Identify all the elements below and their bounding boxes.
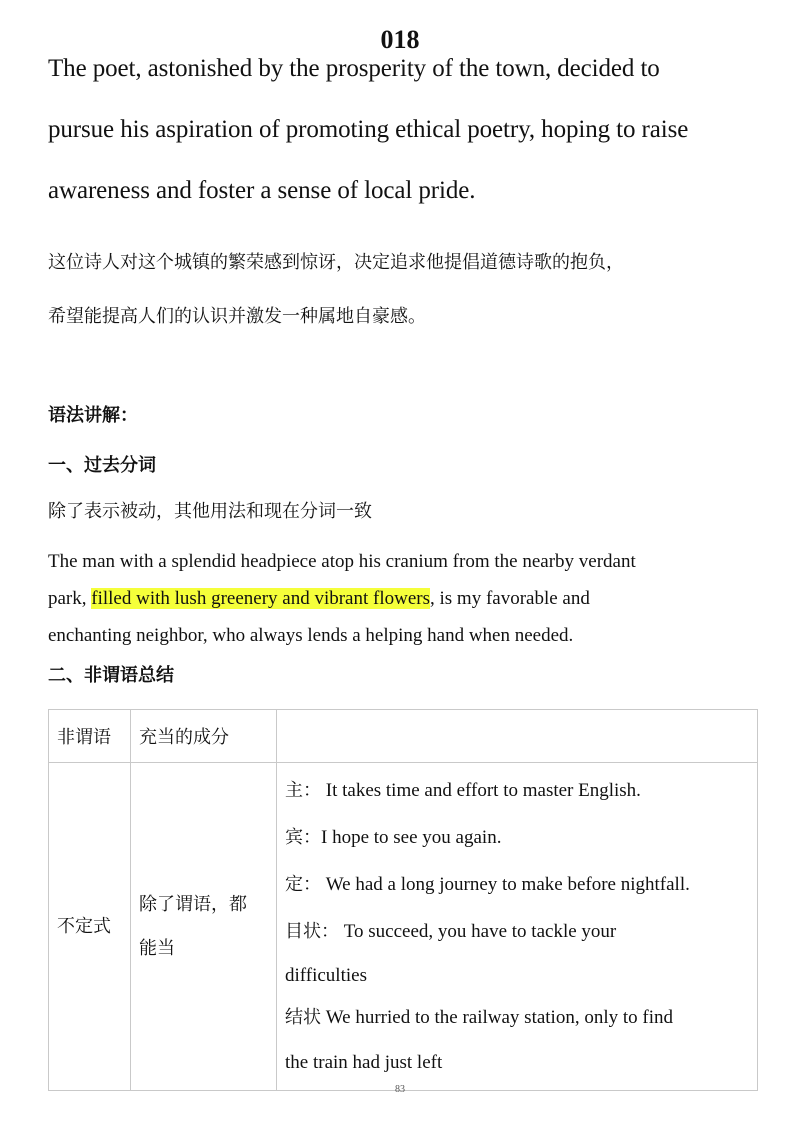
example-text: It takes time and effort to master English. xyxy=(321,780,641,801)
example-text: the train had just left xyxy=(285,1052,443,1073)
example-text: park, xyxy=(48,588,92,609)
intro-english-line: pursue his aspiration of promoting ethical poetry, hoping to raise xyxy=(48,116,689,143)
example-attributive xyxy=(285,861,749,908)
example-text: To succeed, you have to tackle your xyxy=(339,921,617,942)
header-cell-examples xyxy=(277,710,758,763)
cell-function-line: 能当 xyxy=(139,937,175,959)
table-row xyxy=(49,763,758,1091)
example-purpose-adverbial-cont xyxy=(285,955,749,997)
section-non-finite-summary-heading: 二、非谓语总结 xyxy=(48,665,174,686)
example-line: enchanting neighbor, who always lends a helping hand when needed. xyxy=(48,625,574,646)
example-label: 定： xyxy=(285,874,321,895)
page-number: 018 xyxy=(380,25,420,54)
example-text: difficulties xyxy=(285,965,367,986)
example-line xyxy=(48,580,768,617)
example-subject xyxy=(285,767,749,814)
past-participle-note: 除了表示被动，其他用法和现在分词一致 xyxy=(48,501,372,522)
example-label: 结状 xyxy=(285,1007,321,1028)
example-text: , is my favorable and xyxy=(430,588,590,609)
example-label: 宾： xyxy=(285,827,321,848)
example-object xyxy=(285,814,749,861)
example-line: The man with a splendid headpiece atop his cranium from the nearby verdant xyxy=(48,551,636,572)
footer-page-number: 83 xyxy=(395,1084,405,1095)
example-label: 主： xyxy=(285,780,321,801)
intro-english-sentence xyxy=(48,38,768,221)
cell-examples xyxy=(277,763,758,1091)
example-text: I hope to see you again. xyxy=(321,827,502,848)
section-past-participle-heading: 一、过去分词 xyxy=(48,455,156,476)
table-header-row xyxy=(49,710,758,763)
example-text: We had a long journey to make before nightfall. xyxy=(321,874,690,895)
example-purpose-adverbial xyxy=(285,908,749,955)
grammar-heading: 语法讲解： xyxy=(48,405,138,426)
example-result-adverbial-cont xyxy=(285,1039,749,1086)
cell-function xyxy=(131,763,277,1091)
intro-chinese-line: 这位诗人对这个城镇的繁荣感到惊讶，决定追求他提倡道德诗歌的抱负， xyxy=(48,252,624,273)
highlighted-phrase: filled with lush greenery and vibrant flowers xyxy=(91,588,430,609)
cell-function-line: 除了谓语，都 xyxy=(139,893,247,915)
cell-non-finite-type: 不定式 xyxy=(49,763,131,1091)
intro-english-line: The poet, astonished by the prosperity of the town, decided to xyxy=(48,55,660,82)
header-cell-function: 充当的成分 xyxy=(131,710,277,763)
example-result-adverbial xyxy=(285,997,749,1039)
intro-chinese-line: 希望能提高人们的认识并激发一种属地自豪感。 xyxy=(48,306,426,327)
intro-english-line: awareness and foster a sense of local pride. xyxy=(48,177,476,204)
non-finite-summary-table xyxy=(48,709,758,1091)
example-sentence xyxy=(48,543,768,654)
example-text: We hurried to the railway station, only to find xyxy=(321,1007,674,1028)
header-cell-non-finite: 非谓语 xyxy=(49,710,131,763)
intro-chinese-translation xyxy=(48,236,768,344)
example-label: 目状： xyxy=(285,921,339,942)
